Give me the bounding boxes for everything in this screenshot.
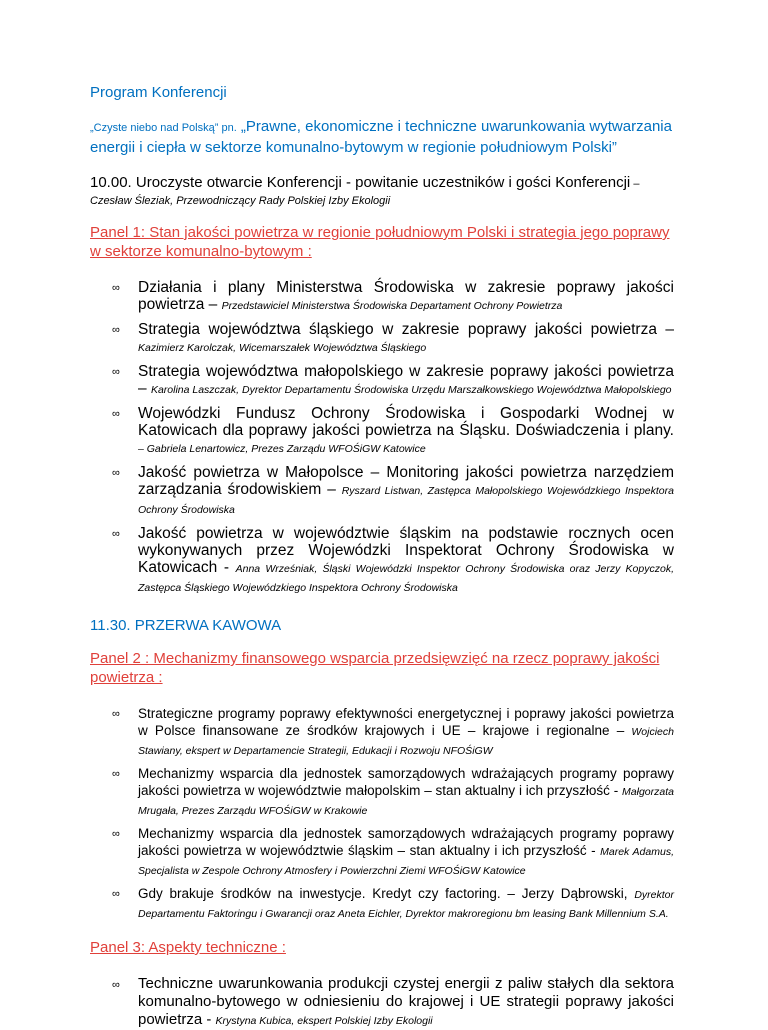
agenda-item-text: Strategia województwa małopolskiego w zakresie poprawy jakości powietrza – bbox=[138, 363, 674, 397]
panel-2-list bbox=[90, 705, 674, 923]
agenda-item bbox=[90, 279, 674, 315]
bullet-icon: ∞ bbox=[112, 888, 120, 900]
agenda-item-speaker: Kazimierz Karolczak, Wicemarszałek Województwa Śląskiego bbox=[138, 342, 427, 354]
panel-1-list bbox=[90, 279, 674, 597]
agenda-item-speaker: Wojciech Stawiany, ekspert w Departamencie Strategii, Edukacji i Rozwoju NFOŚiGW bbox=[138, 726, 674, 757]
document-page bbox=[90, 84, 674, 1030]
agenda-item-text: Gdy brakuje środków na inwestycje. Kredyt czy factoring. – Jerzy Dąbrowski, bbox=[138, 886, 635, 901]
agenda-item-text: Strategia województwa śląskiego w zakresie poprawy jakości powietrza – bbox=[138, 321, 674, 338]
panel-2-title bbox=[90, 649, 674, 687]
agenda-item bbox=[90, 885, 674, 923]
agenda-item-speaker: Karolina Laszczak, Dyrektor Departamentu Środowiska Urzędu Marszałkowskiego Województwa Małopolskiego bbox=[150, 384, 672, 396]
bullet-icon: ∞ bbox=[112, 467, 120, 479]
bullet-icon: ∞ bbox=[112, 528, 120, 540]
agenda-item bbox=[90, 825, 674, 880]
opening-dash: – bbox=[630, 178, 640, 190]
bullet-icon: ∞ bbox=[112, 282, 120, 294]
opening-text: 10.00. Uroczyste otwarcie Konferencji - powitanie uczestników i gości Konferencji bbox=[90, 174, 631, 191]
agenda-item-speaker: Anna Wrześniak, Śląski Wojewódzki Inspektor Ochrony Środowiska oraz Jerzy Kopyczok, Zastępca Śląskiego Wojewódzkiego Inspektora Ochrony Środowiska bbox=[138, 563, 674, 594]
agenda-item bbox=[90, 525, 674, 597]
agenda-item-speaker: Ryszard Listwan, Zastępca Małopolskiego Wojewódzkiego Inspektora Ochrony Środowiska bbox=[138, 485, 674, 516]
bullet-icon: ∞ bbox=[112, 408, 120, 420]
agenda-item bbox=[90, 765, 674, 820]
panel-3-title: Panel 3: Aspekty techniczne : bbox=[90, 939, 286, 956]
agenda-item-text: Działania i plany Ministerstwa Środowiska w zakresie poprawy jakości powietrza – bbox=[138, 279, 674, 313]
agenda-item-text: Mechanizmy wsparcia dla jednostek samorządowych wdrażających programy poprawy jakości powietrza w województwie małopolskim – stan aktualny i ich przyszłość - bbox=[138, 766, 674, 798]
agenda-item-text: Mechanizmy wsparcia dla jednostek samorządowych wdrażających programy poprawy jakości powietrza w województwie śląskim – stan aktualny i ich przyszłość - bbox=[138, 826, 674, 858]
coffee-break: 11.30. PRZERWA KAWOWA bbox=[90, 617, 282, 634]
agenda-item bbox=[90, 405, 674, 458]
subtitle-quote: „Czyste niebo nad Polską” pn. bbox=[90, 122, 237, 134]
agenda-item-text: Wojewódzki Fundusz Ochrony Środowiska i Gospodarki Wodnej w Katowicach dla poprawy jakości powietrza na Śląsku. Doświadczenia i plany. bbox=[138, 405, 674, 439]
bullet-icon: ∞ bbox=[112, 979, 120, 991]
agenda-item-speaker: – Gabriela Lenartowicz, Prezes Zarządu WFOŚiGW Katowice bbox=[138, 443, 426, 455]
agenda-item bbox=[90, 975, 674, 1030]
agenda-item bbox=[90, 705, 674, 760]
bullet-icon: ∞ bbox=[112, 708, 120, 720]
agenda-item-speaker: Małgorzata Mrugała, Prezes Zarządu WFOŚiGW w Krakowie bbox=[138, 786, 674, 817]
agenda-item-speaker: Krystyna Kubica, ekspert Polskiej Izby Ekologii bbox=[215, 1015, 433, 1027]
subtitle-rest: „Prawne, ekonomiczne i techniczne uwarunkowania wytwarzania energii i ciepła w sektorze komunalno-bytowym w regionie południowym Polski” bbox=[90, 118, 672, 156]
page-title: Program Konferencji bbox=[90, 84, 227, 101]
bullet-icon: ∞ bbox=[112, 324, 120, 336]
agenda-item-text: Jakość powietrza w województwie śląskim na podstawie rocznych ocen wykonywanych przez Wojewódzki Inspektorat Ochrony Środowiska w Katowicach - bbox=[138, 525, 674, 576]
conference-subtitle bbox=[90, 117, 674, 157]
bullet-icon: ∞ bbox=[112, 366, 120, 378]
agenda-item bbox=[90, 321, 674, 357]
agenda-item-text: Jakość powietrza w Małopolsce – Monitoring jakości powietrza narzędziem zarządzania środowiskiem – bbox=[138, 464, 674, 498]
panel-2-title-text: Panel 2 : Mechanizmy finansowego wsparcia przedsięwzięć na rzecz poprawy jakości powietrza : bbox=[90, 650, 660, 686]
opening-person: Czesław Śleziak, Przewodniczący Rady Polskiej Izby Ekologii bbox=[90, 195, 391, 207]
bullet-icon: ∞ bbox=[112, 768, 120, 780]
agenda-item bbox=[90, 363, 674, 399]
agenda-item-speaker: Dyrektor Departamentu Faktoringu i Gwarancji oraz Aneta Eichler, Dyrektor makroregionu bm leasing Bank Millennium S.A. bbox=[138, 889, 674, 920]
agenda-item-text: Techniczne uwarunkowania produkcji czystej energii z paliw stałych dla sektora komunalno-bytowego w odniesieniu do krajowej i UE strategii poprawy jakości powietrza - bbox=[138, 975, 674, 1028]
agenda-item-speaker: Przedstawiciel Ministerstwa Środowiska Departament Ochrony Powietrza bbox=[221, 300, 563, 312]
bullet-icon: ∞ bbox=[112, 828, 120, 840]
panel-1-title: Panel 1: Stan jakości powietrza w regionie południowym Polski i strategia jego poprawy w sektorze komunalno-bytowym : bbox=[90, 224, 670, 260]
panel-3-list bbox=[90, 975, 674, 1030]
agenda-item-text: Strategiczne programy poprawy efektywności energetycznej i poprawy jakości powietrza w Polsce finansowane ze środków krajowych i UE – krajowe i regionalne – bbox=[138, 706, 674, 738]
agenda-item-speaker: Marek Adamus, Specjalista w Zespole Ochrony Atmosfery i Powierzchni Ziemi WFOŚiGW Katowice bbox=[138, 846, 674, 877]
opening-session bbox=[90, 173, 674, 208]
agenda-item bbox=[90, 464, 674, 519]
